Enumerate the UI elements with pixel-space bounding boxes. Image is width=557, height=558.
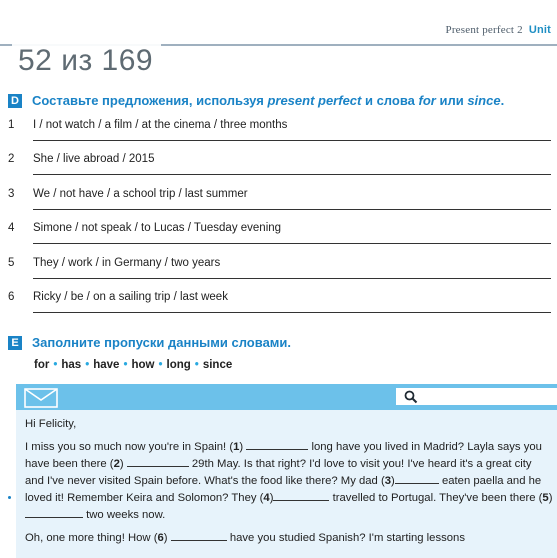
item-prompt: Simone / not speak / to Lucas / Tuesday evening [33,222,282,234]
gap-blank[interactable] [25,507,83,518]
email-body [25,416,553,547]
item-number: 4 [8,222,15,234]
section-e-badge: E [8,336,22,350]
exercise-item [0,291,557,325]
item-prompt: Ricky / be / on a sailing trip / last week [33,291,228,303]
item-number: 2 [8,153,15,165]
item-prompt: I / not watch / a film / at the cinema / three months [33,119,288,131]
word-bank-item: for [34,359,50,371]
word-bank-item: have [93,359,120,371]
bullet-separator: • [123,359,128,371]
gap-blank[interactable] [395,473,439,484]
exercise-item [0,222,557,256]
word-bank-item: since [202,359,233,371]
exercise-item [0,257,557,291]
answer-line[interactable] [33,209,551,210]
email-card [16,384,557,558]
unit-label: Unit [528,24,551,36]
envelope-icon [24,388,58,408]
exercise-item [0,188,557,222]
word-bank-item: long [166,359,191,371]
answer-line[interactable] [33,243,551,244]
email-paragraph: Oh, one more thing! How (6) have you studied Spanish? I'm starting lessons [25,532,465,544]
page-counter: 52 из 169 [12,42,161,80]
item-prompt: They / work / in Germany / two years [33,257,221,269]
margin-marker [8,496,11,499]
answer-line[interactable] [33,174,551,175]
gap-blank[interactable] [127,456,189,467]
exercise-item [0,119,557,153]
word-bank-item: how [131,359,155,371]
answer-line[interactable] [33,278,551,279]
word-bank [34,359,232,371]
item-number: 3 [8,188,15,200]
running-head [446,24,552,36]
email-paragraph: I miss you so much now you're in Spain! (1) long have you lived in Madrid? Layla says you have been there (2) 29th May. Is that right? I'd love to visit you! I've heard it's a great city and I've never visited Spain before. What's the food like there? My dad (3) eaten paella and he loved it! Remember Keira and Solomon? They (4) travelled to Portugal. They've been there (5) two weeks now. [25,441,553,521]
bullet-separator: • [158,359,163,371]
item-number: 5 [8,257,15,269]
answer-line[interactable] [33,140,551,141]
section-d-instruction: Составьте предложения, используя present perfect и слова for или since. [32,93,505,108]
search-input[interactable] [396,388,557,405]
item-number: 1 [8,119,15,131]
item-number: 6 [8,291,15,303]
gap-blank[interactable] [246,439,308,450]
email-greeting: Hi Felicity, [25,418,77,430]
section-d-badge: D [8,94,22,108]
bullet-separator: • [53,359,58,371]
running-title: Present perfect 2 [445,24,523,36]
email-header-bar [16,384,557,410]
bullet-separator: • [194,359,199,371]
bullet-separator: • [85,359,90,371]
section-e-instruction: Заполните пропуски данными словами. [32,335,292,350]
gap-blank[interactable] [273,490,329,501]
word-bank-item: has [61,359,82,371]
item-prompt: She / live abroad / 2015 [33,153,155,165]
gap-blank[interactable] [171,530,227,541]
item-prompt: We / not have / a school trip / last summer [33,188,248,200]
search-icon [404,390,418,404]
answer-line[interactable] [33,312,551,313]
exercise-item [0,153,557,187]
